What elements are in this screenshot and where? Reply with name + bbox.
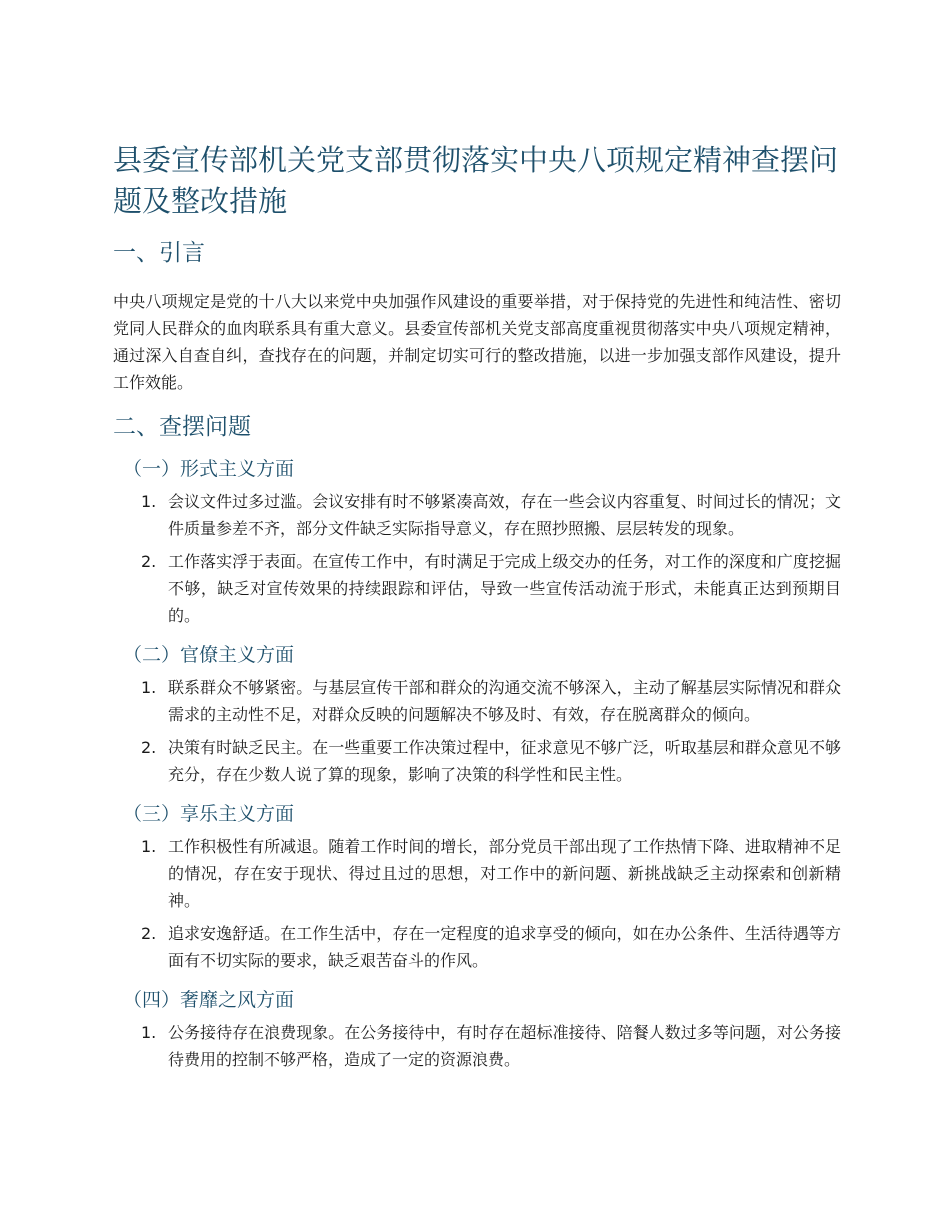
subsection-heading-extravagance: （四）奢靡之风方面 bbox=[123, 989, 295, 1011]
list-item bbox=[113, 833, 841, 914]
list-item bbox=[113, 674, 841, 728]
item-number: 1. bbox=[141, 678, 157, 697]
formalism-list bbox=[113, 488, 841, 629]
subsection-heading-bureaucratism: （二）官僚主义方面 bbox=[123, 644, 295, 666]
extravagance-list bbox=[113, 1019, 841, 1073]
item-text: 公务接待存在浪费现象。在公务接待中，有时存在超标准接待、陪餐人数过多等问题，对公务接待费用的控制不够严格，造成了一定的资源浪费。 bbox=[168, 1023, 841, 1069]
hedonism-list bbox=[113, 833, 841, 974]
list-item bbox=[113, 1019, 841, 1073]
item-number: 1. bbox=[141, 837, 157, 856]
item-text: 决策有时缺乏民主。在一些重要工作决策过程中，征求意见不够广泛，听取基层和群众意见不够充分，存在少数人说了算的现象，影响了决策的科学性和民主性。 bbox=[168, 738, 841, 784]
list-item bbox=[113, 488, 841, 542]
introduction-paragraph: 中央八项规定是党的十八大以来党中央加强作风建设的重要举措，对于保持党的先进性和纯洁性、密切党同人民群众的血肉联系具有重大意义。县委宣传部机关党支部高度重视贯彻落实中央八项规定精神，通过深入自查自纠，查找存在的问题，并制定切实可行的整改措施，以进一步加强支部作风建设，提升工作效能。 bbox=[113, 292, 841, 392]
section-heading-introduction: 一、引言 bbox=[113, 240, 205, 266]
item-number: 2. bbox=[141, 552, 157, 571]
list-item bbox=[113, 548, 841, 629]
document-page bbox=[113, 140, 841, 1079]
item-text: 工作积极性有所减退。随着工作时间的增长，部分党员干部出现了工作热情下降、进取精神不足的情况，存在安于现状、得过且过的思想，对工作中的新问题、新挑战缺乏主动探索和创新精神。 bbox=[168, 837, 841, 910]
document-title: 县委宣传部机关党支部贯彻落实中央八项规定精神查摆问题及整改措施 bbox=[113, 143, 839, 218]
section-heading-problems: 二、查摆问题 bbox=[113, 414, 251, 440]
item-number: 1. bbox=[141, 492, 157, 511]
subsection-heading-formalism: （一）形式主义方面 bbox=[123, 458, 295, 480]
item-text: 追求安逸舒适。在工作生活中，存在一定程度的追求享受的倾向，如在办公条件、生活待遇等方面有不切实际的要求，缺乏艰苦奋斗的作风。 bbox=[168, 924, 841, 970]
list-item bbox=[113, 734, 841, 788]
bureaucratism-list bbox=[113, 674, 841, 788]
item-number: 1. bbox=[141, 1023, 157, 1042]
subsection-heading-hedonism: （三）享乐主义方面 bbox=[123, 803, 295, 825]
item-text: 工作落实浮于表面。在宣传工作中，有时满足于完成上级交办的任务，对工作的深度和广度挖掘不够，缺乏对宣传效果的持续跟踪和评估，导致一些宣传活动流于形式，未能真正达到预期目的。 bbox=[168, 552, 841, 625]
item-number: 2. bbox=[141, 738, 157, 757]
item-text: 联系群众不够紧密。与基层宣传干部和群众的沟通交流不够深入，主动了解基层实际情况和群众需求的主动性不足，对群众反映的问题解决不够及时、有效，存在脱离群众的倾向。 bbox=[168, 678, 841, 724]
item-number: 2. bbox=[141, 924, 157, 943]
item-text: 会议文件过多过滥。会议安排有时不够紧凑高效，存在一些会议内容重复、时间过长的情况；文件质量参差不齐，部分文件缺乏实际指导意义，存在照抄照搬、层层转发的现象。 bbox=[168, 492, 841, 538]
list-item bbox=[113, 920, 841, 974]
